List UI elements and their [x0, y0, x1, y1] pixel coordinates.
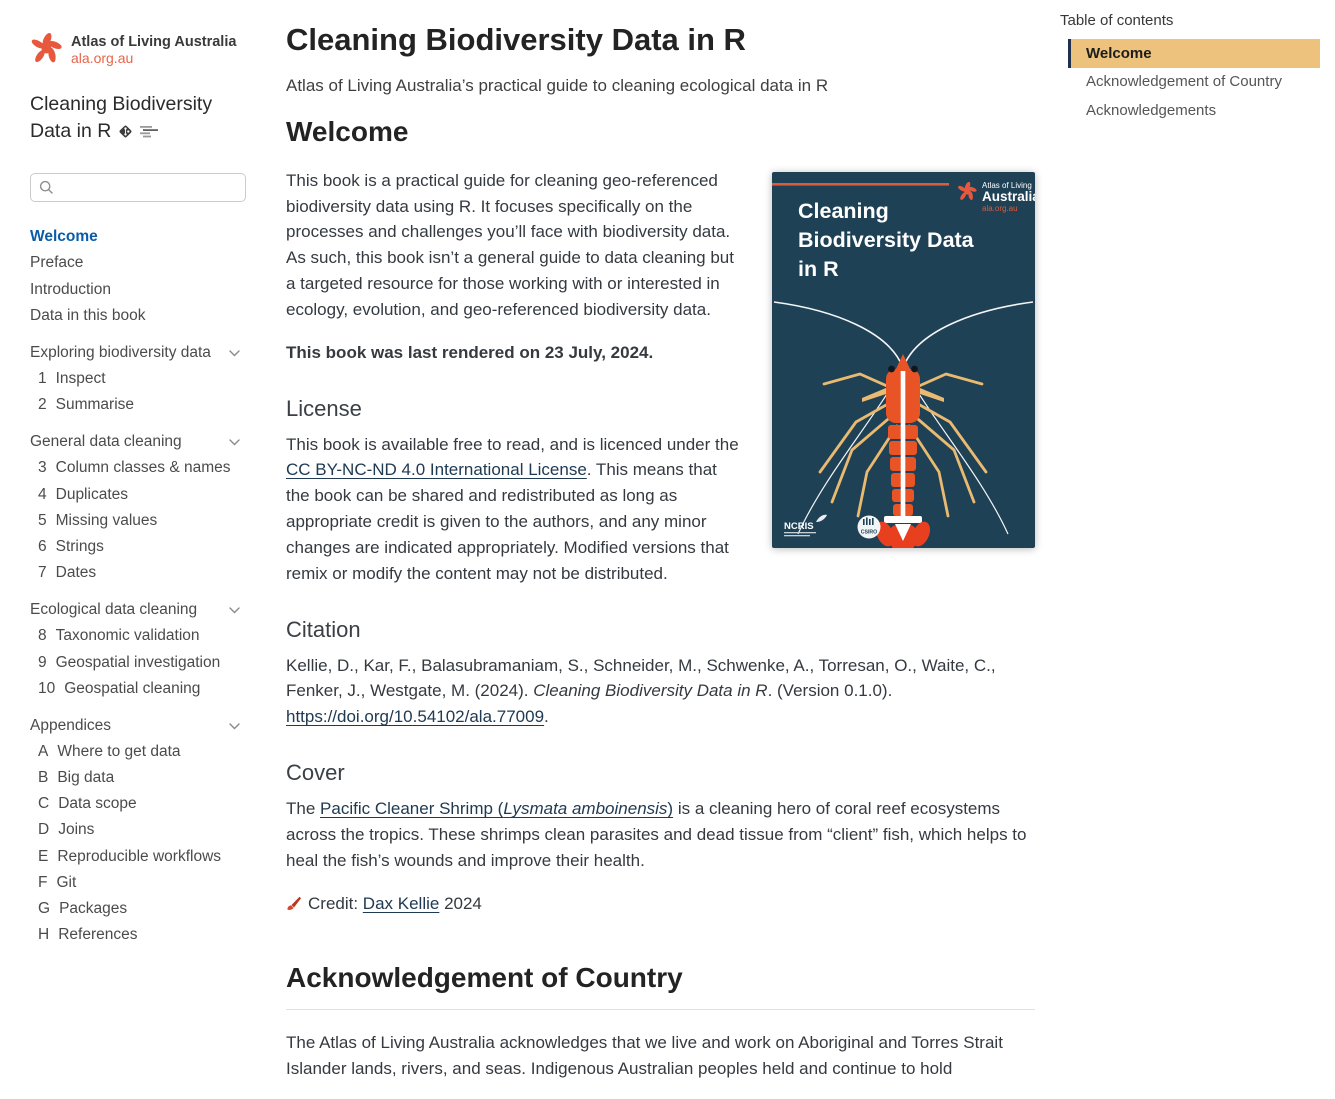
page-subtitle: Atlas of Living Australia’s practical guide to cleaning ecological data in R — [286, 76, 829, 95]
cover-heading: Cover — [286, 760, 345, 786]
sidebar-item-taxonomic-validation[interactable] — [30, 623, 246, 649]
book-cover-image[interactable] — [772, 172, 1035, 548]
search-box — [30, 173, 246, 202]
ala-url: ala.org.au — [71, 50, 134, 67]
sidebar-item-label: Taxonomic validation — [55, 627, 200, 645]
chevron-down-icon[interactable] — [229, 723, 246, 730]
license-text-before: This book is available free to read, and is licenced under the — [286, 434, 739, 454]
sidebar-item-references[interactable] — [30, 922, 246, 948]
toc-list — [1060, 39, 1320, 125]
citation-period: . — [544, 707, 549, 727]
toc-item-acknowledgement-of-country[interactable]: Acknowledgement of Country — [1086, 73, 1282, 90]
svg-text:ala.org.au: ala.org.au — [982, 203, 1018, 213]
chapter-number: F — [38, 873, 48, 891]
chapter-number: 2 — [38, 396, 47, 414]
cc-license-link[interactable]: CC BY-NC-ND 4.0 International License — [286, 460, 587, 480]
acknowledgement-paragraph: The Atlas of Living Australia acknowledges that we live and work on Aboriginal and Torres Strait Islander lands, rivers, and seas. Indigenous Australian peoples held and continue to hold — [286, 1033, 1003, 1079]
chapter-number: 9 — [38, 653, 47, 671]
cover-accent-line — [772, 183, 949, 186]
citation-book-title: Cleaning Biodiversity Data in R — [533, 681, 768, 701]
sidebar-item-strings[interactable] — [30, 534, 246, 560]
chapter-number: 10 — [38, 679, 56, 697]
page-title: Cleaning Biodiversity Data in R — [286, 22, 746, 57]
sidebar-item-joins[interactable] — [30, 817, 246, 843]
sidebar-item-label: Column classes & names — [55, 459, 231, 477]
chapter-number: D — [38, 821, 50, 839]
sidebar-item-label: Ecological data cleaning — [30, 601, 198, 619]
sidebar-item-ecological-data-cleaning[interactable] — [30, 597, 246, 623]
shrimp-link[interactable]: Pacific Cleaner Shrimp (Lysmata amboinensis) — [320, 799, 674, 819]
svg-text:NCRIS: NCRIS — [784, 520, 814, 532]
sidebar-item-label: Reproducible workflows — [57, 847, 222, 865]
ala-logo-text — [71, 34, 236, 66]
doc-lines-icon[interactable] — [133, 120, 158, 142]
sidebar-item-label: References — [58, 926, 138, 944]
sidebar-item-preface[interactable] — [30, 250, 246, 276]
chapter-number: 6 — [38, 537, 47, 555]
ala-splat-icon — [30, 30, 64, 71]
sidebar-item-label: Joins — [58, 821, 95, 839]
chevron-down-icon[interactable] — [229, 607, 246, 614]
sidebar-item-label: Geospatial cleaning — [64, 679, 201, 697]
chapter-number: G — [38, 899, 51, 917]
sidebar-item-big-data[interactable] — [30, 765, 246, 791]
sidebar-item-packages[interactable] — [30, 896, 246, 922]
sidebar-item-column-classes-names[interactable] — [30, 455, 246, 481]
sidebar-item-duplicates[interactable] — [30, 481, 246, 507]
cover-text-before: The — [286, 799, 321, 819]
paintbrush-icon — [286, 894, 308, 913]
sidebar-item-label: Inspect — [55, 369, 106, 387]
sidebar-book-title — [30, 91, 246, 145]
sidebar-item-label: Big data — [57, 769, 115, 787]
sidebar-item-label: General data cleaning — [30, 433, 182, 451]
citation-paragraph — [286, 653, 1035, 730]
sidebar-item-where-to-get-data[interactable] — [30, 739, 246, 765]
sidebar-item-exploring-biodiversity-data[interactable] — [30, 339, 246, 365]
chapter-number: H — [38, 926, 50, 944]
sidebar-item-dates[interactable] — [30, 560, 246, 586]
chapter-number: B — [38, 769, 49, 787]
chapter-number: A — [38, 743, 49, 761]
citation-version: . (Version 0.1.0). — [767, 681, 893, 701]
chapter-number: 8 — [38, 627, 47, 645]
ala-org-name: Atlas of Living Australia — [71, 34, 237, 51]
sidebar-item-label: Strings — [55, 537, 104, 555]
sidebar-item-label: Data in this book — [30, 306, 146, 324]
svg-text:CSIRO: CSIRO — [860, 529, 878, 536]
sidebar-item-label: Exploring biodiversity data — [30, 343, 211, 361]
sidebar-item-inspect[interactable] — [30, 366, 246, 392]
svg-text:Cleaning: Cleaning — [798, 198, 889, 223]
sidebar-item-introduction[interactable] — [30, 276, 246, 302]
sidebar-item-label: Appendices — [30, 716, 112, 734]
sidebar-item-summarise[interactable] — [30, 392, 246, 418]
table-of-contents — [1060, 0, 1320, 1099]
chapter-number: 3 — [38, 459, 47, 477]
welcome-heading: Welcome — [286, 115, 409, 147]
ala-logo[interactable] — [30, 30, 246, 71]
sidebar-item-missing-values[interactable] — [30, 507, 246, 533]
sidebar-item-label: Welcome — [30, 228, 98, 246]
csiro-logo — [858, 515, 881, 538]
toc-title: Table of contents — [1060, 12, 1174, 29]
sidebar-item-label: Introduction — [30, 280, 111, 298]
svg-text:Biodiversity Data: Biodiversity Data — [798, 227, 974, 252]
chapter-number: E — [38, 847, 49, 865]
git-icon[interactable] — [111, 120, 133, 142]
sidebar-item-label: Duplicates — [55, 485, 128, 503]
toc-item-acknowledgements[interactable]: Acknowledgements — [1086, 101, 1217, 119]
sidebar — [0, 0, 266, 1099]
main-content — [286, 0, 1035, 1099]
citation-heading: Citation — [286, 616, 361, 642]
sidebar-item-data-scope[interactable] — [30, 791, 246, 817]
credit-year: 2024 — [439, 893, 482, 913]
sidebar-item-label: Dates — [55, 564, 97, 582]
sidebar-item-label: Missing values — [55, 511, 158, 529]
search-icon — [39, 180, 54, 200]
sidebar-item-label: Where to get data — [57, 743, 181, 761]
sidebar-item-label: Data scope — [58, 795, 137, 813]
acknowledgement-heading: Acknowledgement of Country — [286, 962, 1035, 1010]
chapter-number: 5 — [38, 511, 47, 529]
toc-item-welcome[interactable]: Welcome — [1068, 39, 1320, 68]
sidebar-item-geospatial-cleaning[interactable] — [30, 675, 246, 701]
sidebar-item-general-data-cleaning[interactable] — [30, 429, 246, 455]
sidebar-item-geospatial-investigation[interactable] — [30, 649, 246, 675]
search-input[interactable] — [30, 173, 246, 202]
sidebar-item-label: Preface — [30, 254, 84, 272]
chevron-down-icon[interactable] — [229, 439, 246, 446]
sidebar-item-label: Packages — [59, 899, 128, 917]
chevron-down-icon[interactable] — [229, 350, 246, 357]
chapter-number: 7 — [38, 564, 47, 582]
welcome-paragraph: This book is a practical guide for cleaning geo-referenced biodiversity data using R. It focuses specifically on the processes and challenges you’ll face with biodiversity data. As such, this book isn’t a general guide to data cleaning but a targeted resource for those working with or interested in ecology, evolution, and geo-referenced biodiversity data. — [286, 170, 734, 319]
chapter-number: C — [38, 795, 50, 813]
credit-line — [286, 891, 1035, 917]
svg-text:Atlas of Living: Atlas of Living — [982, 180, 1032, 190]
doi-link[interactable]: https://doi.org/10.54102/ala.77009 — [286, 707, 545, 727]
sidebar-item-appendices[interactable] — [30, 712, 246, 738]
credit-author-link[interactable]: Dax Kellie — [362, 893, 440, 913]
rendered-note: This book was last rendered on 23 July, 2024. — [286, 342, 654, 362]
sidebar-item-data-in-this-book[interactable] — [30, 302, 246, 328]
sidebar-item-label: Geospatial investigation — [55, 653, 221, 671]
sidebar-item-reproducible-workflows[interactable] — [30, 843, 246, 869]
citation-authors: Kellie, D., Kar, F., Balasubramaniam, S., Schneider, M., Schwenke, A., Torresan, O., Waite, C., Fenker, J., Westgate, M. (2024). — [286, 655, 996, 701]
sidebar-item-label: Summarise — [55, 396, 135, 414]
sidebar-book-title-text: Cleaning Biodiversity Data in R — [30, 93, 213, 142]
sidebar-item-label: Git — [56, 873, 77, 891]
sidebar-nav — [30, 224, 246, 948]
cover-text-after: is a cleaning hero of coral reef ecosystems across the tropics. These shrimps clean parasites and dead tissue from “client” fish, which helps to heal the fish’s wounds and improve their health. — [286, 799, 1027, 870]
credit-label: Credit: — [308, 893, 363, 913]
chapter-number: 1 — [38, 369, 47, 387]
license-heading: License — [286, 395, 362, 421]
sidebar-item-welcome[interactable] — [30, 224, 246, 250]
svg-text:in R: in R — [798, 256, 839, 281]
sidebar-item-git[interactable] — [30, 869, 246, 895]
chapter-number: 4 — [38, 485, 47, 503]
svg-text:Australia: Australia — [982, 188, 1035, 204]
cover-paragraph — [286, 796, 1035, 873]
license-text-after: . This means that the book can be shared and redistributed as long as appropriate credit is given to the authors, and any minor changes are indicated appropriately. Modified versions that remix or modify the content may not be distributed. — [286, 460, 729, 583]
